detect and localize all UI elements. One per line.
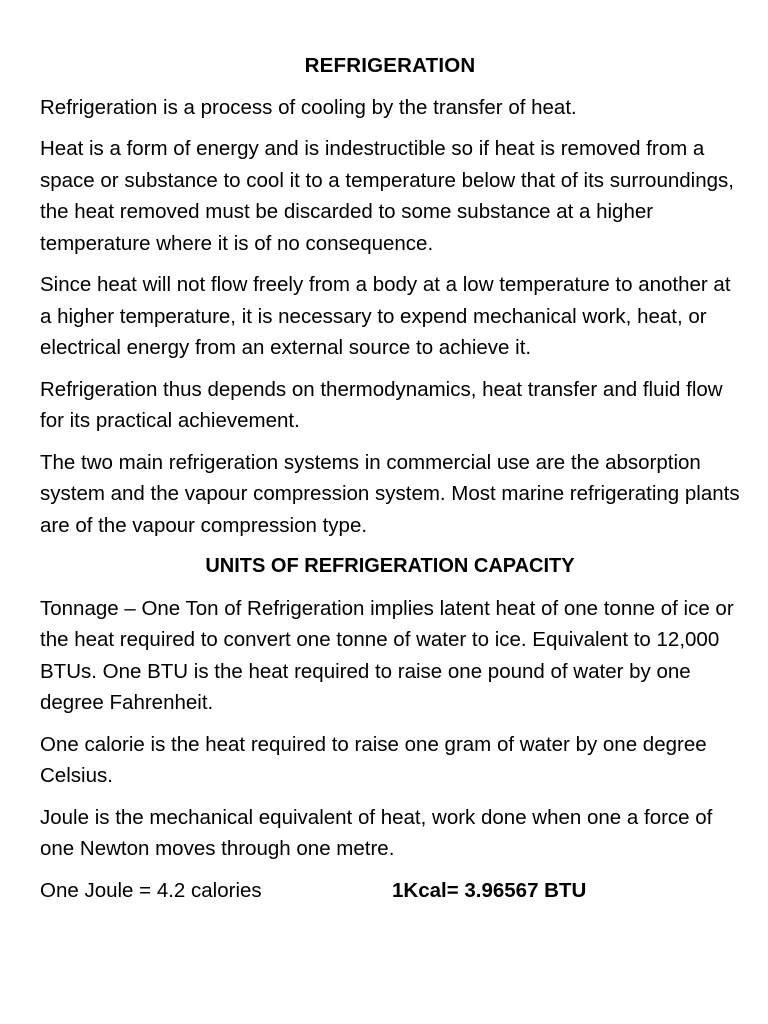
paragraph-thermodynamics: Refrigeration thus depends on thermodynamics, heat transfer and fluid flow for its practical achievement.: [40, 377, 723, 432]
paragraph-definition: Refrigeration is a process of cooling by the transfer of heat.: [40, 95, 577, 119]
paragraph-tonnage: Tonnage – One Ton of Refrigeration implies latent heat of one tonne of ice or the heat required to convert one tonne of water to ice. Equivalent to 12,000 BTUs. One BTU is the heat required to raise one pound of water by one degree Fahrenheit.: [40, 596, 734, 714]
paragraph-joule: Joule is the mechanical equivalent of heat, work done when one a force of one Newton moves through one metre.: [40, 805, 713, 860]
paragraph-heat-energy: Heat is a form of energy and is indestructible so if heat is removed from a space or substance to cool it to a temperature below that of its surroundings, the heat removed must be discarded to some substance at a higher temperature where it is of no consequence.: [40, 137, 734, 255]
paragraph-heat-flow: Since heat will not flow freely from a body at a low temperature to another at a higher temperature, it is necessary to expend mechanical work, heat, or electrical energy from an external source to achieve it.: [40, 273, 731, 359]
conversion-joule-calories: One Joule = 4.2 calories: [40, 878, 262, 902]
document-title: REFRIGERATION: [304, 54, 476, 77]
paragraph-calorie: One calorie is the heat required to raise one gram of water by one degree Celsius.: [40, 732, 707, 787]
paragraph-systems: The two main refrigeration systems in commercial use are the absorption system and the vapour compression system. Most marine refrigerating plants are of the vapour compression type.: [40, 450, 740, 537]
section-heading-units: UNITS OF REFRIGERATION CAPACITY: [205, 555, 575, 577]
conversion-kcal-btu: 1Kcal= 3.96567 BTU: [392, 878, 587, 902]
conversion-line: [40, 875, 740, 907]
document-page: [40, 50, 740, 906]
